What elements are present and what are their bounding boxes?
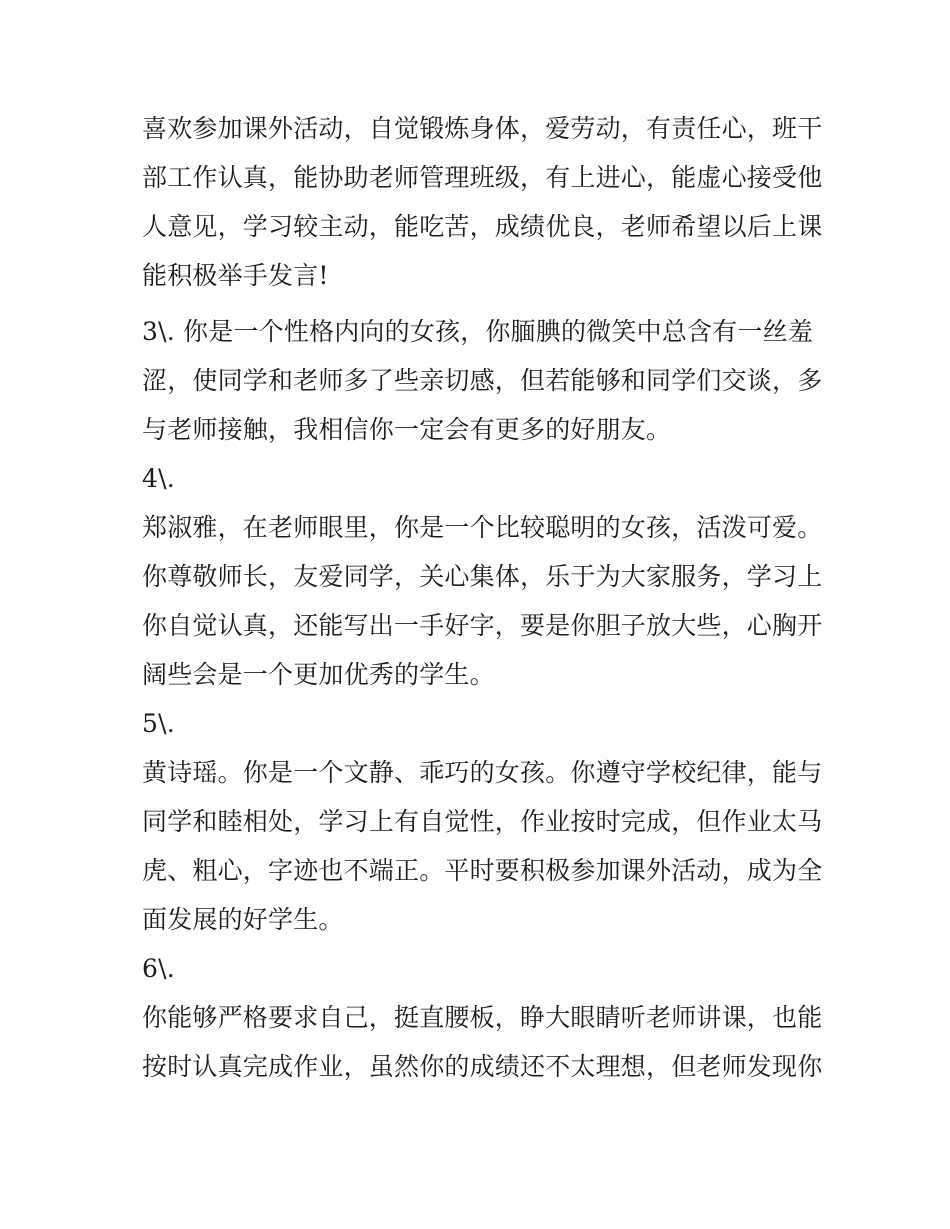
text-line: 3\. 你是一个性格内向的女孩，你腼腆的微笑中总含有一丝羞 (142, 317, 814, 346)
text-line: 面发展的好学生。 (142, 905, 344, 934)
text-line: 郑淑雅，在老师眼里，你是一个比较聪明的女孩，活泼可爱。 (142, 513, 823, 542)
text-line: 涩，使同学和老师多了些亲切感，但若能够和同学们交谈，多 (142, 366, 823, 395)
text-line: 黄诗瑶。你是一个文静、乖巧的女孩。你遵守学校纪律，能与 (142, 758, 823, 787)
section-number: 5\. (142, 709, 175, 738)
text-line: 你能够严格要求自己，挺直腰板，睁大眼睛听老师讲课，也能 (142, 1003, 823, 1032)
text-line: 与老师接触，我相信你一定会有更多的好朋友。 (142, 415, 672, 444)
section-number: 6\. (142, 954, 175, 983)
text-line: 虎、粗心，字迹也不端正。平时要积极参加课外活动，成为全 (142, 856, 823, 885)
text-line: 阔些会是一个更加优秀的学生。 (142, 660, 495, 689)
section-number: 4\. (142, 464, 175, 493)
text-line: 部工作认真，能协助老师管理班级，有上进心，能虚心接受他 (142, 163, 823, 192)
text-line: 能积极举手发言! (142, 261, 329, 290)
text-line: 人意见，学习较主动，能吃苦，成绩优良，老师希望以后上课 (142, 212, 823, 241)
text-line: 同学和睦相处，学习上有自觉性，作业按时完成，但作业太马 (142, 807, 823, 836)
text-line: 你自觉认真，还能写出一手好字，要是你胆子放大些，心胸开 (142, 611, 823, 640)
text-line: 按时认真完成作业，虽然你的成绩还不太理想，但老师发现你 (142, 1052, 823, 1081)
text-line: 喜欢参加课外活动，自觉锻炼身体，爱劳动，有责任心，班干 (142, 114, 823, 143)
text-line: 你尊敬师长，友爱同学，关心集体，乐于为大家服务，学习上 (142, 562, 823, 591)
